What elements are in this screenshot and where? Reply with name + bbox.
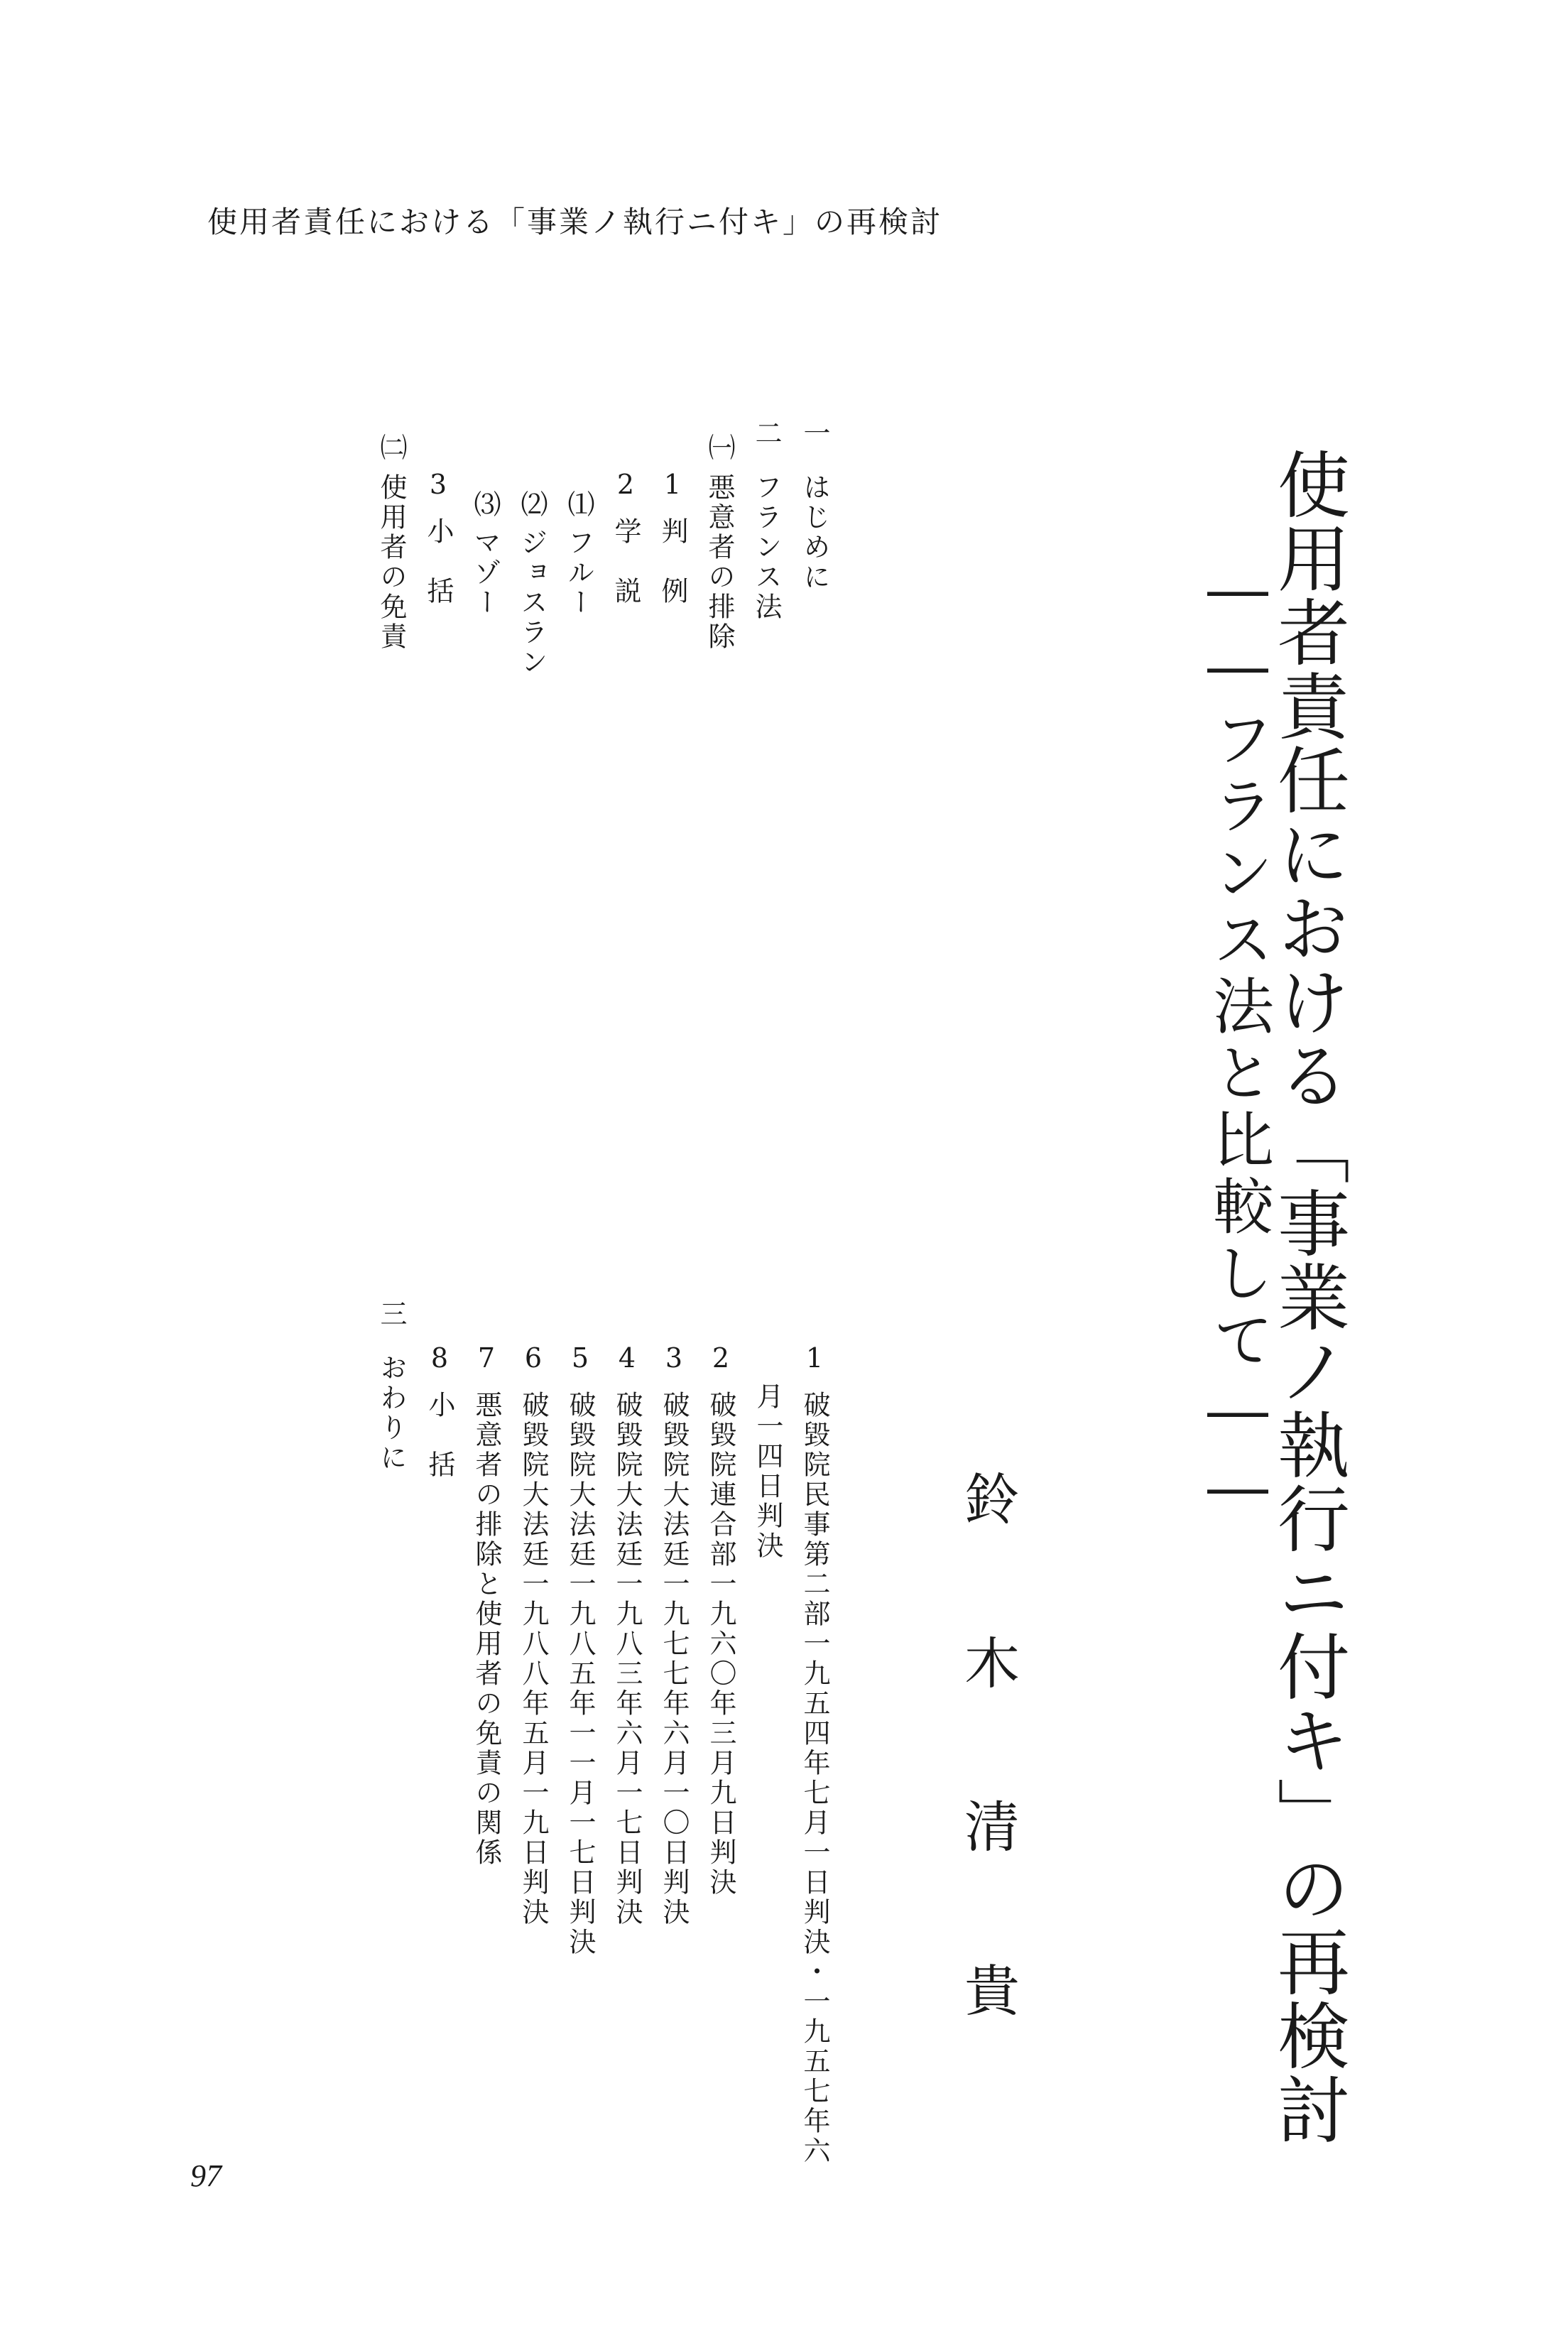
toc-item: ⑴フルー [563, 490, 594, 618]
toc-item: 6破毀院大法廷一九八八年五月一九日判決 [518, 1342, 549, 1928]
toc-item: 7悪意者の排除と使用者の免責の関係 [471, 1342, 502, 1868]
running-header: 使用者責任における「事業ノ執行ニ付キ」の再検討 [207, 205, 943, 239]
toc-item: 3破毀院大法廷一九七七年六月一〇日判決 [658, 1342, 690, 1928]
toc-item: 1判 例 [657, 469, 688, 607]
author-name [952, 1470, 1023, 2017]
toc-item: 8小 括 [424, 1342, 455, 1480]
table-of-contents [355, 419, 852, 2166]
toc-item: 5破毀院大法廷一九八五年一一月一七日判決 [565, 1342, 596, 1957]
toc-item: ㈠悪意者の排除 [704, 433, 735, 652]
author-char: 鈴 [955, 1470, 1019, 1526]
toc-item: 4破毀院大法廷一九八三年六月一七日判決 [611, 1342, 643, 1928]
toc-item-continuation: 月一四日判決 [752, 1382, 783, 1561]
article-subtitle: ――フランス法と比較して―― [1202, 554, 1273, 1528]
toc-item: ㈡使用者の免責 [376, 433, 407, 652]
toc-item: ⑶マゾー [469, 490, 501, 618]
author-char: 木 [955, 1634, 1019, 1690]
toc-item: 二フランス法 [751, 419, 782, 622]
toc-item: 2破毀院連合部一九六〇年三月九日判決 [705, 1342, 736, 1898]
toc-item: 2学 説 [610, 469, 641, 607]
page-number: 97 [190, 2158, 222, 2193]
article-title: 使用者責任における「事業ノ執行ニ付キ」の再検討 [1265, 447, 1350, 2146]
author-char: 貴 [955, 1961, 1019, 2017]
toc-item: ⑵ジョスラン [516, 490, 548, 678]
toc-item: 3小 括 [423, 469, 454, 607]
toc-item: 一はじめに [799, 419, 830, 592]
toc-item: 三おわりに [376, 1300, 407, 1473]
toc-item: 1破毀院民事第二部一九五四年七月一日判決・一九五七年六 [799, 1342, 830, 2166]
author-char: 清 [955, 1798, 1019, 1854]
